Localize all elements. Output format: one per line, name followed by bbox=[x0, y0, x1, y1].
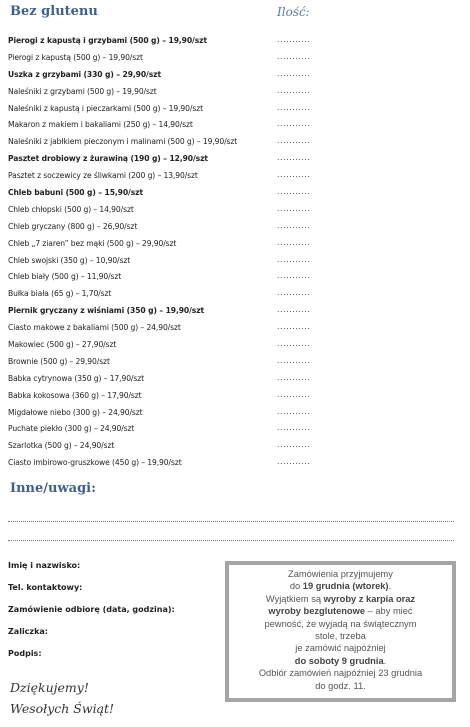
quantity-field[interactable]: ........... bbox=[277, 288, 311, 298]
product-name: Brownie (500 g) – 29,90/szt bbox=[8, 356, 110, 366]
quantity-field[interactable]: ........... bbox=[277, 237, 311, 247]
info-line: Odbiór zamówień najpóźniej 23 grudnia bbox=[258, 668, 423, 679]
quantity-field[interactable]: ........... bbox=[277, 187, 311, 197]
product-name: Pasztet z soczewicy ze śliwkami (200 g) – 13,90/szt bbox=[8, 171, 198, 181]
product-name: Ciasto imbirowo-gruszkowe (450 g) – 19,90/szt bbox=[8, 458, 182, 468]
quantity-field[interactable]: ........... bbox=[277, 355, 311, 365]
quantity-field[interactable]: ........... bbox=[277, 85, 311, 95]
list-item bbox=[8, 153, 318, 170]
list-item bbox=[8, 339, 318, 356]
product-list bbox=[8, 35, 318, 474]
list-item bbox=[8, 221, 318, 238]
product-name: Babka kokosowa (360 g) – 17,90/szt bbox=[8, 390, 142, 400]
product-name: Chleb biały (500 g) – 11,90/szt bbox=[8, 272, 122, 282]
list-item bbox=[8, 103, 318, 120]
signature-field-label: Podpis: bbox=[8, 649, 42, 658]
pickup-field-label: Zamówienie odbiorę (data, godzina): bbox=[8, 605, 175, 614]
quantity-field[interactable]: ........... bbox=[277, 220, 311, 230]
product-name: Naleśniki z grzybami (500 g) – 19,90/szt bbox=[8, 86, 157, 96]
info-line: Zamówienia przyjmujemy bbox=[288, 569, 393, 579]
product-name: Makaron z makiem i bakaliami (250 g) – 14,90/szt bbox=[8, 120, 193, 130]
product-name: Babka cytrynowa (350 g) – 17,90/szt bbox=[8, 373, 145, 383]
list-item bbox=[8, 440, 318, 457]
product-name: Ciasto makowe z bakaliami (500 g) – 24,90/szt bbox=[8, 323, 181, 333]
notes-line-2[interactable] bbox=[8, 540, 454, 541]
list-item bbox=[8, 288, 318, 305]
list-item bbox=[8, 119, 318, 136]
product-name: Bułka biała (65 g) – 1,70/szt bbox=[8, 289, 112, 299]
quantity-field[interactable]: ........... bbox=[277, 322, 311, 332]
product-name: Szarlotka (500 g) – 24,90/szt bbox=[8, 441, 115, 451]
list-item bbox=[8, 238, 318, 255]
quantity-field[interactable]: ........... bbox=[277, 119, 311, 129]
product-name: Puchate piekło (300 g) – 24,90/szt bbox=[8, 424, 135, 434]
info-line: je zamówić najpóźniej bbox=[295, 643, 386, 654]
list-item bbox=[8, 373, 318, 390]
notes-title: Inne/uwagi: bbox=[10, 481, 96, 496]
list-item bbox=[8, 356, 318, 373]
list-item bbox=[8, 69, 318, 86]
product-name: Chleb babuni (500 g) – 15,90/szt bbox=[8, 188, 143, 198]
list-item bbox=[8, 187, 318, 204]
product-name: Pierogi z kapustą i grzybami (500 g) – 19,90/szt bbox=[8, 36, 207, 45]
quantity-field[interactable]: ........... bbox=[277, 203, 311, 213]
product-name: Pasztet drobiowy z żurawiną (190 g) – 12,90/szt bbox=[8, 154, 208, 164]
info-line: pewność, że wyjadą na świątecznym bbox=[264, 618, 417, 629]
info-line: do godz. 11. bbox=[315, 680, 366, 691]
product-name: Naleśniki z kapustą i pieczarkami (500 g) – 19,90/szt bbox=[8, 103, 203, 113]
list-item bbox=[8, 136, 318, 153]
quantity-column-label: Ilość: bbox=[277, 5, 310, 19]
quantity-field[interactable]: ........... bbox=[277, 68, 311, 78]
deposit-field-label: Zaliczka: bbox=[8, 627, 48, 636]
quantity-field[interactable]: ........... bbox=[277, 170, 311, 180]
info-line: Wyjątkiem są wyroby z karpia oraz bbox=[265, 593, 416, 604]
product-name: Uszka z grzybami (330 g) – 29,90/szt bbox=[8, 69, 161, 79]
season-greeting-text: Wesołych Świąt! bbox=[10, 701, 115, 716]
info-line: do soboty 9 grudnia. bbox=[294, 655, 387, 666]
list-item bbox=[8, 423, 318, 440]
thanks-text: Dziękujemy! bbox=[10, 680, 89, 695]
phone-field-label: Tel. kontaktowy: bbox=[8, 583, 83, 592]
quantity-field[interactable]: ........... bbox=[277, 339, 311, 349]
quantity-field[interactable]: ........... bbox=[277, 51, 311, 61]
quantity-field[interactable]: ........... bbox=[277, 102, 311, 112]
product-name: Chleb „7 ziaren” bez mąki (500 g) – 29,90/szt bbox=[8, 238, 177, 248]
section-title: Bez glutenu bbox=[10, 4, 98, 19]
info-line: do 19 grudnia (wtorek). bbox=[289, 581, 392, 592]
quantity-field[interactable]: ........... bbox=[277, 457, 311, 467]
list-item bbox=[8, 390, 318, 407]
notes-line-1[interactable] bbox=[8, 521, 454, 522]
list-item bbox=[8, 457, 318, 474]
list-item bbox=[8, 204, 318, 221]
info-line: stole, trzeba bbox=[315, 631, 366, 642]
list-item bbox=[8, 322, 318, 339]
list-item bbox=[8, 86, 318, 103]
product-name: Chleb gryczany (800 g) – 26,90/szt bbox=[8, 221, 138, 231]
name-field-label: Imię i nazwisko: bbox=[8, 561, 81, 570]
quantity-field[interactable]: ........... bbox=[277, 35, 311, 44]
quantity-field[interactable]: ........... bbox=[277, 423, 311, 433]
quantity-field[interactable]: ........... bbox=[277, 440, 311, 450]
quantity-field[interactable]: ........... bbox=[277, 305, 311, 315]
product-name: Migdałowe niebo (300 g) – 24,90/szt bbox=[8, 407, 143, 417]
info-line: wyroby bezglutenowe – aby mieć bbox=[268, 606, 413, 617]
quantity-field[interactable]: ........... bbox=[277, 406, 311, 416]
list-item bbox=[8, 255, 318, 272]
list-item bbox=[8, 170, 318, 187]
product-name: Pierogi z kapustą (500 g) – 19,90/szt bbox=[8, 52, 143, 62]
product-name: Makowiec (500 g) – 27,90/szt bbox=[8, 340, 117, 350]
quantity-field[interactable]: ........... bbox=[277, 136, 311, 146]
product-name: Piernik gryczany z wiśniami (350 g) – 19,90/szt bbox=[8, 306, 205, 316]
list-item bbox=[8, 407, 318, 424]
list-item bbox=[8, 305, 318, 322]
quantity-field[interactable]: ........... bbox=[277, 389, 311, 399]
quantity-field[interactable]: ........... bbox=[277, 372, 311, 382]
quantity-field[interactable]: ........... bbox=[277, 271, 311, 281]
list-item bbox=[8, 271, 318, 288]
list-item bbox=[8, 52, 318, 69]
quantity-field[interactable]: ........... bbox=[277, 254, 311, 264]
quantity-field[interactable]: ........... bbox=[277, 153, 311, 163]
product-name: Chleb swojski (350 g) – 10,90/szt bbox=[8, 255, 131, 265]
order-info-box bbox=[225, 561, 456, 702]
product-name: Naleśniki z jabłkiem pieczonym i malinami (500 g) – 19,90/szt bbox=[8, 137, 238, 147]
list-item bbox=[8, 35, 318, 52]
product-name: Chleb chłopski (500 g) – 14,90/szt bbox=[8, 204, 134, 214]
